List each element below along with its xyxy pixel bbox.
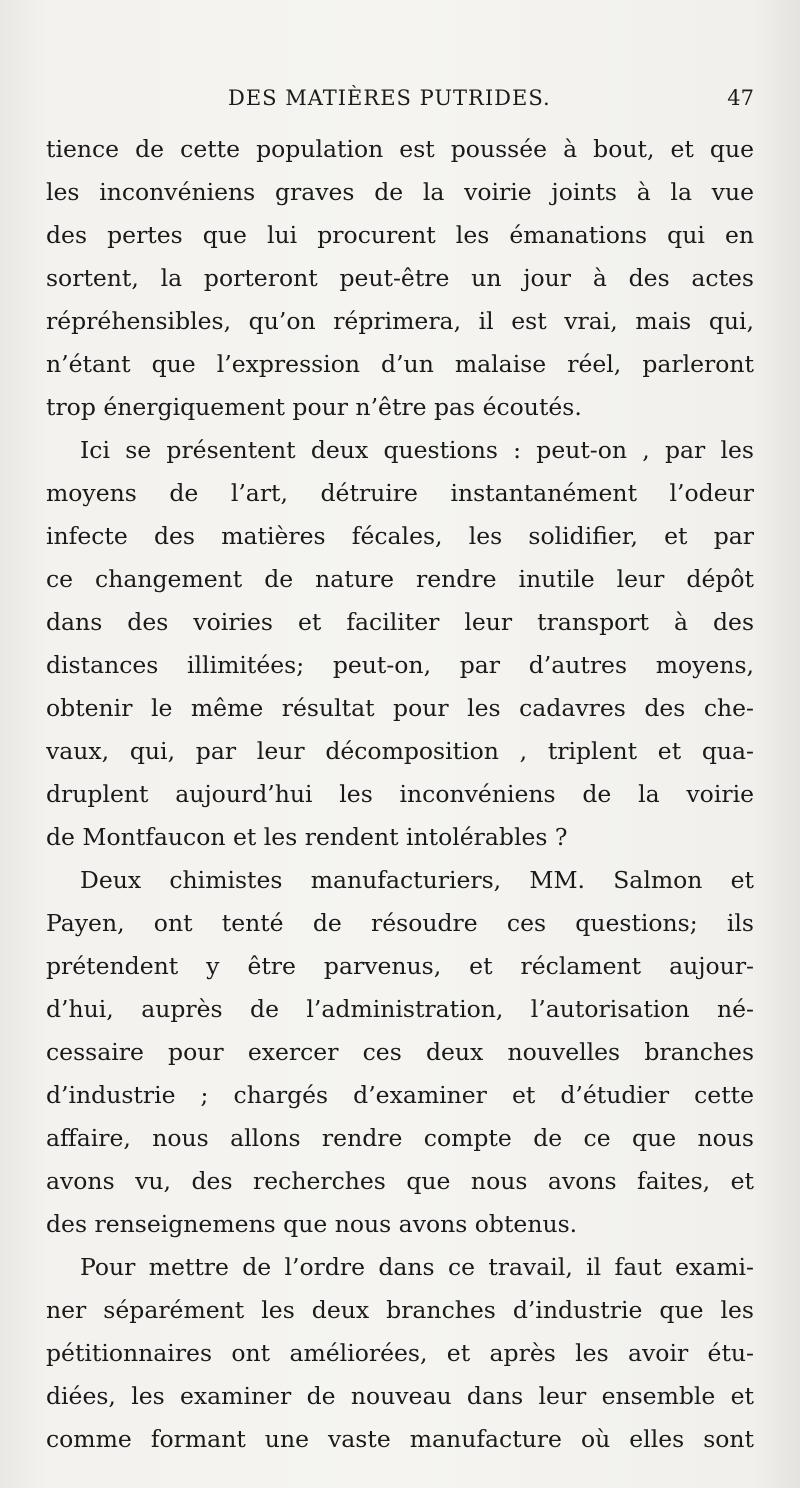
text-line: sortent, la porteront peut-être un jour à des actes [46, 264, 754, 292]
running-title: DES MATIÈRES PUTRIDES. [228, 86, 551, 110]
page-number: 47 [727, 86, 754, 110]
text-line: affaire, nous allons rendre compte de ce que nous [46, 1124, 754, 1152]
text-line: diées, les examiner de nouveau dans leur ensemble et [46, 1382, 754, 1410]
text-line: moyens de l’art, détruire instantanément l’odeur [46, 479, 754, 507]
text-line: tience de cette population est poussée à bout, et que [46, 135, 754, 163]
body-text [46, 128, 754, 1461]
text-line: vaux, qui, par leur décomposition , triplent et qua- [46, 737, 754, 765]
text-line: pétitionnaires ont améliorées, et après les avoir étu- [46, 1339, 754, 1367]
text-line: dans des voiries et faciliter leur transport à des [46, 608, 754, 636]
text-line: d’hui, auprès de l’administration, l’autorisation né- [46, 995, 754, 1023]
text-line: trop énergiquement pour n’être pas écoutés. [46, 393, 582, 421]
text-line: distances illimitées; peut-on, par d’autres moyens, [46, 651, 754, 679]
text-line: des pertes que lui procurent les émanations qui en [46, 221, 754, 249]
text-line: avons vu, des recherches que nous avons faites, et [46, 1167, 754, 1195]
text-line: Payen, ont tenté de résoudre ces questions; ils [46, 909, 754, 937]
text-line: les inconvéniens graves de la voirie joints à la vue [46, 178, 754, 206]
text-line: cessaire pour exercer ces deux nouvelles branches [46, 1038, 754, 1066]
text-line: obtenir le même résultat pour les cadavres des che- [46, 694, 754, 722]
paragraph [46, 859, 754, 1246]
text-line: des renseignemens que nous avons obtenus. [46, 1210, 578, 1238]
paragraph [46, 128, 754, 429]
text-line: druplent aujourd’hui les inconvéniens de la voirie [46, 780, 754, 808]
text-line: prétendent y être parvenus, et réclament aujour- [46, 952, 754, 980]
text-line: ce changement de nature rendre inutile leur dépôt [46, 565, 754, 593]
text-line: ner séparément les deux branches d’industrie que les [46, 1296, 754, 1324]
text-line: d’industrie ; chargés d’examiner et d’étudier cette [46, 1081, 754, 1109]
text-line: de Montfaucon et les rendent intolérables ? [46, 823, 568, 851]
text-line: n’étant que l’expression d’un malaise réel, parleront [46, 350, 754, 378]
text-line: infecte des matières fécales, les solidifier, et par [46, 522, 754, 550]
text-line: Ici se présentent deux questions : peut-on , par les [80, 436, 754, 464]
page-header [46, 86, 754, 120]
text-line: répréhensibles, qu’on réprimera, il est vrai, mais qui, [46, 307, 754, 335]
paragraph [46, 429, 754, 859]
paragraph [46, 1246, 754, 1461]
text-line: Pour mettre de l’ordre dans ce travail, il faut exami- [80, 1253, 754, 1281]
text-line: comme formant une vaste manufacture où elles sont [46, 1425, 754, 1453]
text-line: Deux chimistes manufacturiers, MM. Salmon et [80, 866, 754, 894]
